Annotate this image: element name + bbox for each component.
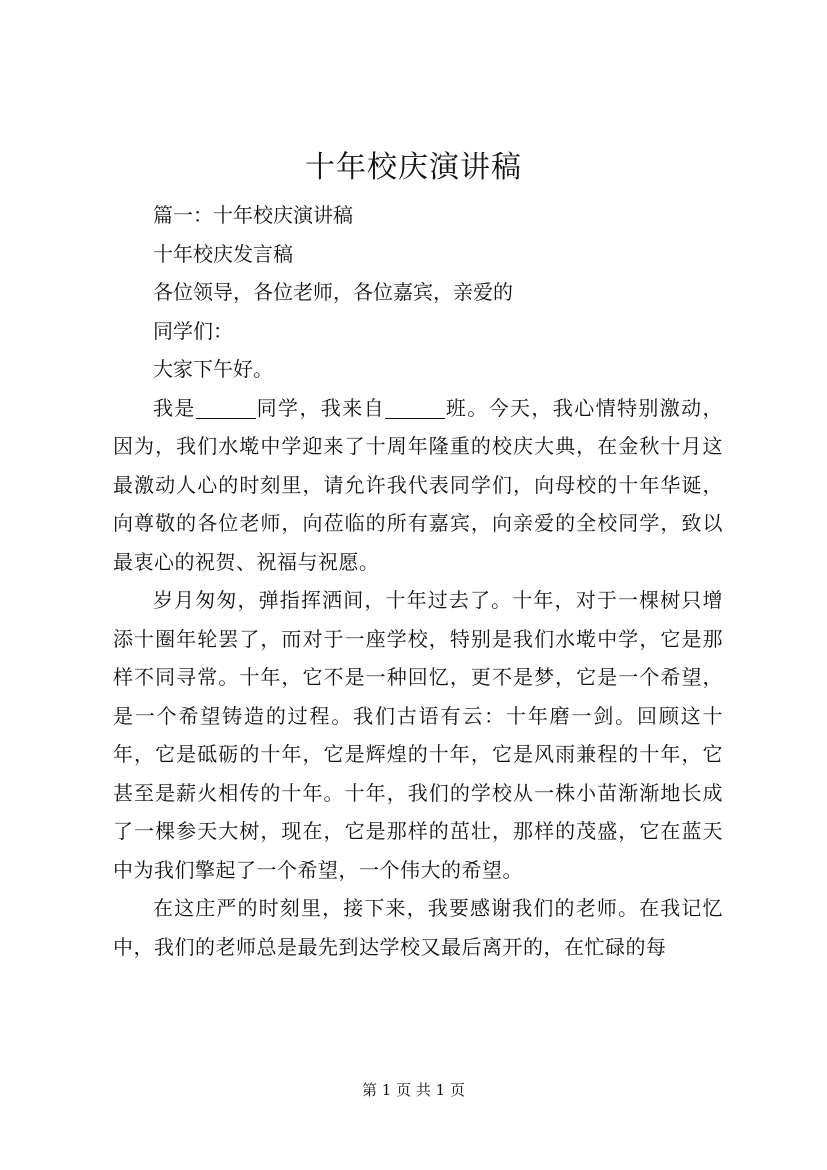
document-title: 十年校庆演讲稿 <box>305 150 522 185</box>
salutation-line-2: 同学们： <box>153 318 233 343</box>
class-blank <box>385 396 445 419</box>
subtitle-line: 十年校庆发言稿 <box>153 241 293 266</box>
paragraph-2: 岁月匆匆，弹指挥洒间，十年过去了。十年，对于一棵树只增添十圈年轮罢了，而对于一座学校，特别是我们水墘中学，它是那样不同寻常。十年，它不是一种回忆，更不是梦，它是一个希望，是一个希望铸造的过程。我们古语有云：十年磨一剑。回顾这十年，它是砥砺的十年，它是辉煌的十年，它是风雨兼程的十年，它甚至是薪火相传的十年。十年，我们的学校从一株小苗渐渐地长成了一棵参天大树，现在，它是那样的茁壮，那样的茂盛，它在蓝天中为我们擎起了一个希望，一个伟大的希望。 <box>113 588 723 882</box>
section-heading: 篇一：十年校庆演讲稿 <box>153 203 353 227</box>
paragraph-1-part-b: 同学，我来自 <box>255 395 385 420</box>
paragraph-1 <box>113 389 723 582</box>
paragraph-1-part-a: 我是 <box>153 395 196 420</box>
page-footer: 第 1 页 共 1 页 <box>362 1081 465 1099</box>
paragraph-1-part-c: 班。今天，我心情特别激动，因为，我们水墘中学迎来了十周年隆重的校庆大典，在金秋十月这最激动人心的时刻里，请允许我代表同学们，向母校的十年华诞，向尊敬的各位老师，向莅临的所有嘉宾，向亲爱的全校同学，致以最衷心的祝贺、祝福与祝愿。 <box>113 395 724 574</box>
paragraph-3: 在这庄严的时刻里，接下来，我要感谢我们的老师。在我记忆中，我们的老师总是最先到达学校又最后离开的，在忙碌的每 <box>113 896 723 959</box>
salutation-line: 各位领导，各位老师，各位嘉宾，亲爱的 <box>153 280 513 304</box>
document-body <box>113 196 723 966</box>
name-blank <box>196 396 256 419</box>
greeting-line: 大家下午好。 <box>153 357 273 381</box>
